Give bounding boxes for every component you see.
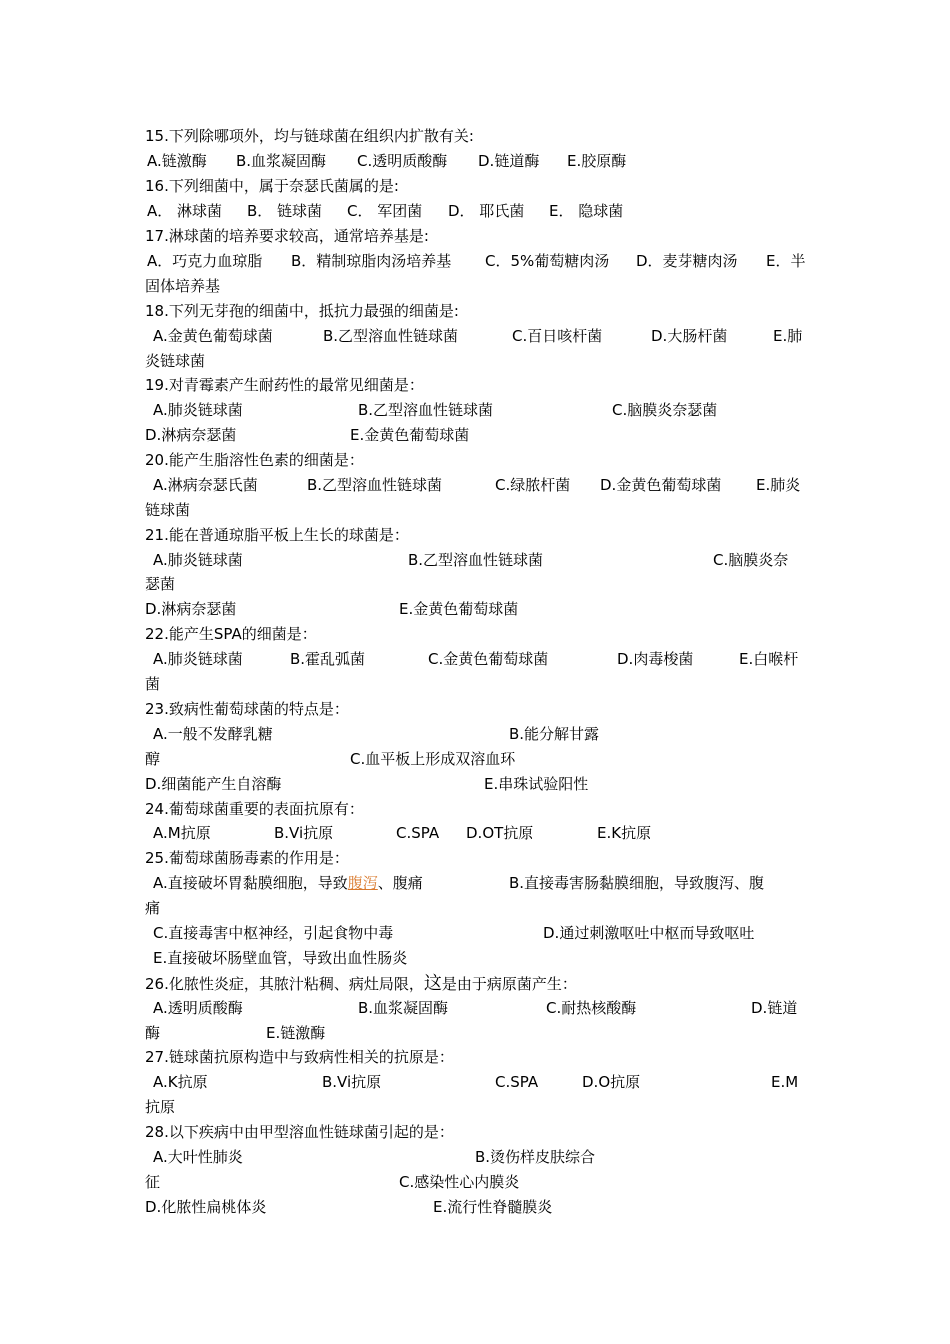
option-b: B.血浆凝固酶: [236, 152, 327, 170]
option-e: E.串珠试验阳性: [484, 775, 589, 793]
option-c: C.绿脓杆菌: [495, 476, 571, 494]
option-c: C.SPA: [495, 1073, 539, 1091]
option-b: B.Vi抗原: [322, 1073, 382, 1091]
option-a: A.肺炎链球菌: [153, 650, 243, 668]
option-d: D.链道酶: [478, 152, 540, 170]
option-d: D.链道: [751, 999, 798, 1017]
option-d: D.淋病奈瑟菌: [145, 426, 237, 444]
option-e: E.白喉杆: [739, 650, 799, 668]
option-e: E.肺: [773, 327, 803, 345]
option-a: A．巧克力血琼脂: [147, 252, 263, 270]
option-c: C． 军团菌: [347, 202, 423, 220]
option-c: C.脑膜炎奈瑟菌: [612, 401, 718, 419]
option-b: B.烫伤样皮肤综合: [475, 1148, 596, 1166]
option-e: E． 隐球菌: [549, 202, 624, 220]
option-a: A． 淋球菌: [147, 202, 223, 220]
option-b: B.能分解甘露: [509, 725, 600, 743]
option-a: A.大叶性肺炎: [153, 1148, 243, 1166]
diarrhea-link[interactable]: 腹泻: [347, 874, 378, 892]
option-e: E.流行性脊髓膜炎: [433, 1198, 553, 1216]
option-d: D.肉毒梭菌: [617, 650, 694, 668]
option-b: B．精制琼脂肉汤培养基: [291, 252, 452, 270]
option-e: E.链激酶: [266, 1024, 326, 1042]
option-a: A.金黄色葡萄球菌: [153, 327, 273, 345]
option-a: A.透明质酸酶: [153, 999, 243, 1017]
option-a: A.K抗原: [153, 1073, 208, 1091]
option-c: C．5%葡萄糖肉汤: [485, 252, 610, 270]
option-c: C.耐热核酸酶: [546, 999, 637, 1017]
option-e: E.肺炎: [756, 476, 801, 494]
option-d: D.淋病奈瑟菌: [145, 600, 237, 618]
option-c: C.感染性心内膜炎: [399, 1173, 520, 1191]
option-d: D.细菌能产生自溶酶: [145, 775, 282, 793]
option-e: E.直接破坏肠壁血管，导致出血性肠炎: [153, 949, 408, 967]
option-a: A.淋病奈瑟氏菌: [153, 476, 258, 494]
option-c: C.金黄色葡萄球菌: [428, 650, 549, 668]
option-c: C.直接毒害中枢神经，引起食物中毒: [153, 924, 394, 942]
option-b: B.霍乱弧菌: [290, 650, 366, 668]
option-b: B.乙型溶血性链球菌: [323, 327, 459, 345]
option-d: D.OT抗原: [466, 824, 534, 842]
option-d: D.化脓性扁桃体炎: [145, 1198, 267, 1216]
option-b: B.直接毒害肠黏膜细胞，导致腹泻、腹: [509, 874, 765, 892]
option-a: A.链激酶: [147, 152, 207, 170]
option-a: A.M抗原: [153, 824, 211, 842]
option-e: E.胶原酶: [567, 152, 627, 170]
option-b: B.Vi抗原: [274, 824, 334, 842]
option-a: A.肺炎链球菌: [153, 401, 243, 419]
option-d: D．麦芽糖肉汤: [636, 252, 738, 270]
option-c: C.百日咳杆菌: [512, 327, 603, 345]
option-a: A.一般不发酵乳糖: [153, 725, 273, 743]
option-c: C.血平板上形成双溶血环: [350, 750, 516, 768]
option-e: E.M: [771, 1073, 799, 1091]
option-d: D.通过刺激呕吐中枢而导致呕吐: [543, 924, 755, 942]
option-a: A.肺炎链球菌: [153, 551, 243, 569]
option-c: C.SPA: [396, 824, 440, 842]
option-a: A.直接破坏胃黏膜细胞，导致腹泻、腹痛: [153, 874, 423, 892]
option-b: B.乙型溶血性链球菌: [358, 401, 494, 419]
option-e: E.金黄色葡萄球菌: [399, 600, 519, 618]
option-e: E.K抗原: [597, 824, 652, 842]
option-d: D.大肠杆菌: [651, 327, 728, 345]
option-b: B.乙型溶血性链球菌: [307, 476, 443, 494]
option-c: C.透明质酸酶: [357, 152, 448, 170]
document-page: 15.下列除哪项外，均与链球菌在组织内扩散有关: A.链激酶 B.血浆凝固酶 C.透明质酸酶 D.链道酶 E.胶原酶 16.下列细菌中，属于奈瑟氏菌属的是: A． 淋球菌 B． 链球菌 C． 军团菌 D． 耶氏菌 E． 隐球菌 17.淋球菌的培养要求较高，通常培养基是: A．巧克力血琼脂 B．精制琼脂肉汤培养基 C．5%葡萄糖肉汤 D．麦芽糖肉汤 E．半 固体培养基 18.下列无芽孢的细菌中，抵抗力最强的细菌是: A.金黄色葡萄球菌 B.乙型溶血性链球菌 C.百日咳杆菌 D.大肠杆菌 E.肺 炎链球菌 19.对青霉素产生耐药性的最常见细菌是： A.肺炎链球菌 B.乙型溶血性链球菌 C.脑膜炎奈瑟菌 D.淋病奈瑟菌 E.金黄色葡萄球菌 20.能产生脂溶性色素的细菌是： A.淋病奈瑟氏菌 B.乙型溶血性链球菌 C.绿脓杆菌 D.金黄色葡萄球菌 E.肺炎 链球菌 21.能在普通琼脂平板上生长的球菌是： A.肺炎链球菌 B.乙型溶血性链球菌 C.脑膜炎奈 瑟菌 D.淋病奈瑟菌 E.金黄色葡萄球菌 22.能产生SPA的细菌是： A.肺炎链球菌 B.霍乱弧菌 C.金黄色葡萄球菌 D.肉毒梭菌 E.白喉杆 菌 23.致病性葡萄球菌的特点是： A.一般不发酵乳糖 B.能分解甘露 醇 C.血平板上形成双溶血环 D.细菌能产生自溶酶 E.串珠试验阳性 24.葡萄球菌重要的表面抗原有： A.M抗原 B.Vi抗原 C.SPA D.OT抗原 E.K抗原 25.葡萄球菌肠毒素的作用是： A.直接破坏胃黏膜细胞，导致腹泻、腹痛 B.直接毒害肠黏膜细胞，导致腹泻、腹 痛 C.直接毒害中枢神经，引起食物中毒 D.通过刺激呕吐中枢而导致呕吐 E.直接破坏肠壁血管，导致出血性肠炎 26.化脓性炎症，其脓汁粘稠、病灶局限，这是由于病原菌产生： A.透明质酸酶 B.血浆凝固酶 C.耐热核酸酶 D.链道 酶 E.链激酶 27.链球菌抗原构造中与致病性相关的抗原是： A.K抗原 B.Vi抗原 C.SPA D.O抗原 E.M 抗原 28.以下疾病中由甲型溶血性链球菌引起的是： A.大叶性肺炎 B.烫伤样皮肤综合 征 C.感染性心内膜炎 D.化脓性扁桃体炎 E.流行性脊髓膜炎: [0, 0, 950, 1344]
option-b: B． 链球菌: [247, 202, 323, 220]
option-b: B.乙型溶血性链球菌: [408, 551, 544, 569]
option-b: B.血浆凝固酶: [358, 999, 449, 1017]
option-d: D.金黄色葡萄球菌: [600, 476, 722, 494]
option-d: D． 耶氏菌: [448, 202, 525, 220]
option-e: E．半: [766, 252, 806, 270]
option-e: E.金黄色葡萄球菌: [350, 426, 470, 444]
option-d: D.O抗原: [582, 1073, 641, 1091]
option-c: C.脑膜炎奈: [713, 551, 789, 569]
